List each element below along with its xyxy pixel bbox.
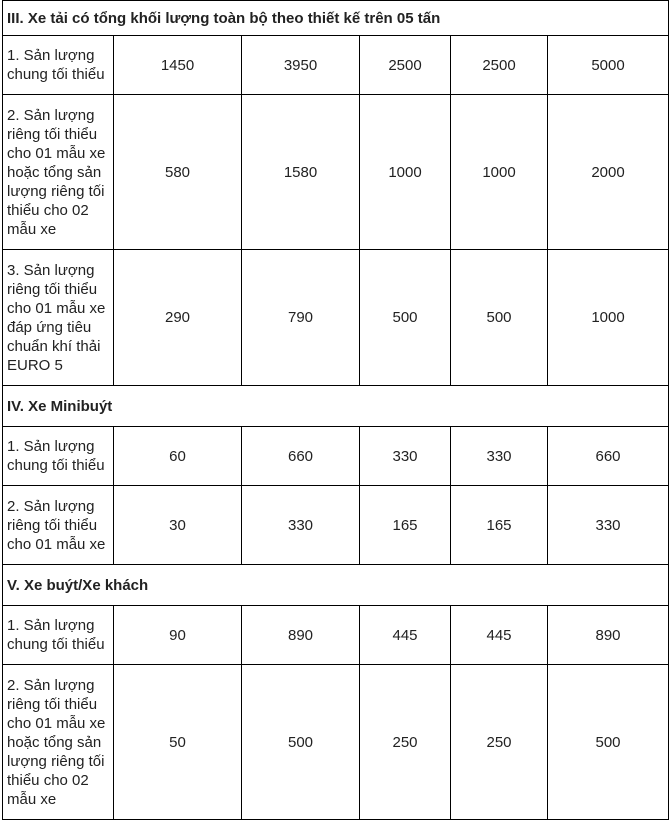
table-cell: 1450 [114, 36, 242, 95]
table-cell: 165 [451, 486, 548, 565]
table-cell: 2500 [360, 36, 451, 95]
table-cell: 660 [548, 427, 669, 486]
table-row [3, 665, 669, 820]
production-table [2, 0, 669, 820]
table-cell: 250 [360, 665, 451, 820]
table-cell: 445 [451, 606, 548, 665]
table-cell: 580 [114, 95, 242, 250]
row-label: 2. Sản lượng riêng tối thiểu cho 01 mẫu xe hoặc tổng sản lượng riêng tối thiểu cho 02 mẫu xe [3, 665, 114, 820]
row-label: 1. Sản lượng chung tối thiểu [3, 36, 114, 95]
table-cell: 1580 [242, 95, 360, 250]
table-cell: 445 [360, 606, 451, 665]
table-cell: 500 [360, 250, 451, 386]
section-header-row [3, 565, 669, 606]
row-label: 3. Sản lượng riêng tối thiểu cho 01 mẫu xe đáp ứng tiêu chuẩn khí thải EURO 5 [3, 250, 114, 386]
row-label: 2. Sản lượng riêng tối thiểu cho 01 mẫu xe [3, 486, 114, 565]
table-cell: 250 [451, 665, 548, 820]
table-cell: 5000 [548, 36, 669, 95]
table-cell: 1000 [548, 250, 669, 386]
table-cell: 500 [242, 665, 360, 820]
table-row [3, 486, 669, 565]
table-cell: 330 [451, 427, 548, 486]
table-cell: 290 [114, 250, 242, 386]
table-cell: 60 [114, 427, 242, 486]
table-cell: 1000 [360, 95, 451, 250]
section-header-row [3, 386, 669, 427]
table-cell: 165 [360, 486, 451, 565]
table-cell: 30 [114, 486, 242, 565]
table-row [3, 250, 669, 386]
table-cell: 50 [114, 665, 242, 820]
section-header-row [3, 1, 669, 36]
section-title: III. Xe tải có tổng khối lượng toàn bộ theo thiết kế trên 05 tấn [3, 1, 669, 36]
table-cell: 790 [242, 250, 360, 386]
table-cell: 3950 [242, 36, 360, 95]
table-cell: 500 [451, 250, 548, 386]
table-cell: 90 [114, 606, 242, 665]
table-row [3, 606, 669, 665]
section-title: IV. Xe Minibuýt [3, 386, 669, 427]
table-cell: 330 [548, 486, 669, 565]
section-title: V. Xe buýt/Xe khách [3, 565, 669, 606]
row-label: 1. Sản lượng chung tối thiểu [3, 606, 114, 665]
table-cell: 660 [242, 427, 360, 486]
table-cell: 2000 [548, 95, 669, 250]
row-label: 1. Sản lượng chung tối thiểu [3, 427, 114, 486]
table-cell: 890 [242, 606, 360, 665]
table-cell: 1000 [451, 95, 548, 250]
table-row [3, 427, 669, 486]
table-cell: 2500 [451, 36, 548, 95]
table-cell: 330 [360, 427, 451, 486]
table-cell: 330 [242, 486, 360, 565]
table-cell: 890 [548, 606, 669, 665]
table-row [3, 95, 669, 250]
table-cell: 500 [548, 665, 669, 820]
row-label: 2. Sản lượng riêng tối thiểu cho 01 mẫu xe hoặc tổng sản lượng riêng tối thiểu cho 02 mẫu xe [3, 95, 114, 250]
table-row [3, 36, 669, 95]
